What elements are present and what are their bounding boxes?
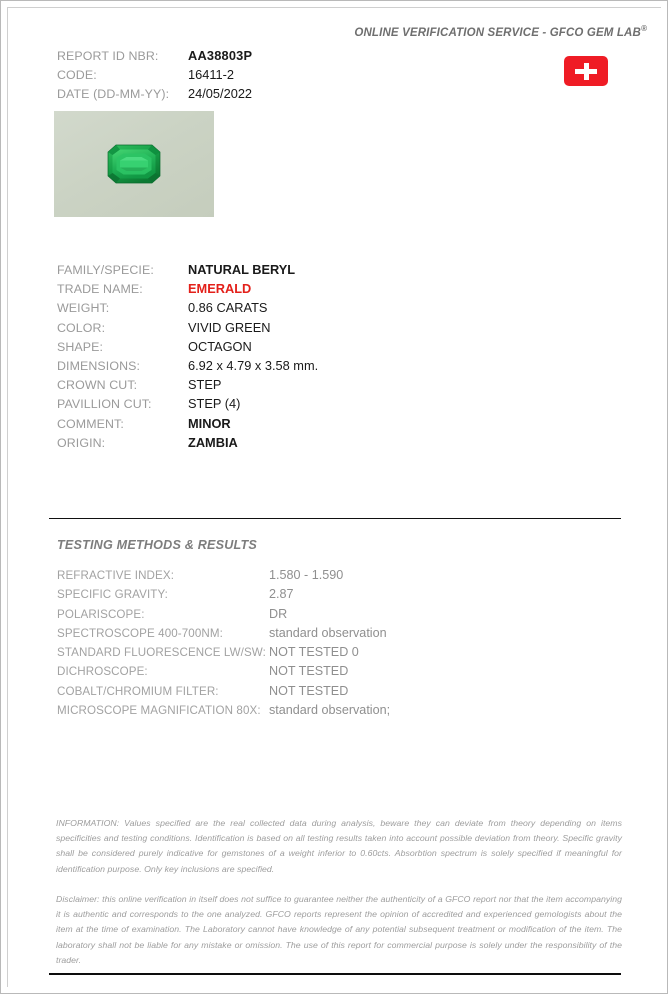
spec-row — [57, 433, 318, 452]
testing-row — [57, 662, 390, 681]
spec-value-crown-cut: STEP — [188, 377, 222, 393]
testing-value-dichroscope: NOT TESTED — [269, 664, 349, 679]
testing-label-microscope: MICROSCOPE MAGNIFICATION 80X: — [57, 704, 261, 718]
spec-label-dimensions: DIMENSIONS: — [57, 358, 141, 373]
testing-row — [57, 643, 390, 662]
testing-section-title: TESTING METHODS & RESULTS — [57, 538, 257, 552]
testing-value-polariscope: DR — [269, 606, 288, 621]
emerald-cut-gem-image — [107, 144, 161, 184]
spec-value-family: NATURAL BERYL — [188, 262, 296, 277]
spec-label-comment: COMMENT: — [57, 416, 124, 431]
date-value: 24/05/2022 — [188, 86, 253, 102]
gemstone-photo — [54, 111, 214, 217]
spec-row — [57, 298, 318, 317]
swiss-cross-vertical — [584, 63, 589, 80]
report-id-value: AA38803P — [188, 48, 253, 63]
spec-label-crown-cut: CROWN CUT: — [57, 378, 138, 393]
page-inner — [7, 7, 661, 987]
spec-label-origin: ORIGIN: — [57, 435, 106, 450]
information-paragraph: INFORMATION: Values specified are the real collected data during analysis, beware they can deviate from theory depending on items specificities and testing conditions. Identification is based on all testing results taken into account possible deviation from theory. Specific gravity shall be considered purely indicative for gemstones of a weight inferior to 0.60cts. Absorbtion spectrum is solely specified if meaningful for identification purpose. Only key inclusions are specified. — [56, 818, 622, 874]
testing-value-fluorescence: NOT TESTED 0 — [269, 645, 359, 660]
specification-block — [57, 260, 318, 452]
brand-line — [354, 24, 647, 39]
testing-value-cobalt-chromium-filter: NOT TESTED — [269, 683, 349, 698]
spec-value-origin: ZAMBIA — [188, 434, 238, 450]
spec-row — [57, 394, 318, 413]
testing-label-refractive-index: REFRACTIVE INDEX: — [57, 569, 175, 582]
testing-row — [57, 585, 390, 604]
code-label: CODE: — [57, 68, 97, 83]
spec-value-trade-name: EMERALD — [188, 281, 252, 297]
spec-value-comment: MINOR — [188, 415, 231, 431]
spec-row — [57, 356, 318, 375]
testing-value-specific-gravity: 2.87 — [269, 587, 294, 602]
spec-value-pavillion-cut: STEP (4) — [188, 396, 241, 412]
spec-row — [57, 337, 318, 356]
testing-label-specific-gravity: SPECIFIC GRAVITY: — [57, 588, 169, 602]
spec-label-family: FAMILY/SPECIE: — [57, 263, 154, 277]
registered-mark: ® — [640, 24, 647, 33]
footer-divider — [49, 973, 621, 975]
spec-label-pavillion-cut: PAVILLION CUT: — [57, 397, 152, 412]
spec-row — [57, 279, 318, 298]
spec-label-shape: SHAPE: — [57, 339, 104, 354]
testing-row — [57, 566, 390, 585]
date-label: DATE (DD-MM-YY): — [57, 87, 170, 102]
code-value: 16411-2 — [188, 67, 235, 83]
testing-row — [57, 682, 390, 701]
disclaimer-paragraph: Disclaimer: this online verification in itself does not suffice to guarantee neither the authenticity of a GFCO report nor that the item accompanying it is authentic and corresponds to the one analyzed. GFCO reports represent the opinion of accredited and experienced gemologists about the item at the time of examination. The Laboratory cannot have knowledge of any potential subsequent treatment or modification of the item. The laboratory shall not be liable for any mistake or omission. The use of this report for commercial purpose is solely under the responsibility of the trader. — [56, 894, 622, 965]
testing-results-block — [57, 566, 390, 720]
testing-label-spectroscope: SPECTROSCOPE 400-700NM: — [57, 626, 223, 640]
testing-row — [57, 624, 390, 643]
spec-row — [57, 414, 318, 433]
spec-value-dimensions: 6.92 x 4.79 x 3.58 mm. — [188, 357, 319, 373]
spec-value-shape: OCTAGON — [188, 338, 252, 354]
report-id-row — [57, 46, 252, 65]
report-id-label: REPORT ID NBR: — [57, 49, 159, 63]
report-id-block — [57, 46, 252, 104]
testing-value-spectroscope: standard observation — [269, 625, 387, 640]
testing-row — [57, 701, 390, 720]
testing-label-dichroscope: DICHROSCOPE: — [57, 665, 148, 679]
spec-row — [57, 375, 318, 394]
section-divider — [49, 518, 621, 519]
spec-value-weight: 0.86 CARATS — [188, 300, 268, 316]
spec-row — [57, 260, 318, 279]
testing-value-microscope: standard observation; — [269, 703, 391, 718]
testing-label-polariscope: POLARISCOPE: — [57, 607, 145, 621]
testing-label-cobalt-chromium-filter: COBALT/CHROMIUM FILTER: — [57, 684, 219, 698]
spec-label-trade-name: TRADE NAME: — [57, 282, 143, 297]
swiss-flag-icon — [564, 56, 608, 86]
testing-value-refractive-index: 1.580 - 1.590 — [269, 568, 344, 582]
spec-row — [57, 318, 318, 337]
code-row — [57, 65, 252, 84]
date-row — [57, 84, 252, 103]
testing-row — [57, 605, 390, 624]
brand-line-text: ONLINE VERIFICATION SERVICE - GFCO GEM LAB — [354, 26, 641, 39]
spec-label-weight: WEIGHT: — [57, 301, 110, 316]
spec-value-color: VIVID GREEN — [188, 319, 271, 335]
testing-label-fluorescence: STANDARD FLUORESCENCE LW/SW: — [57, 646, 266, 660]
spec-label-color: COLOR: — [57, 320, 106, 335]
